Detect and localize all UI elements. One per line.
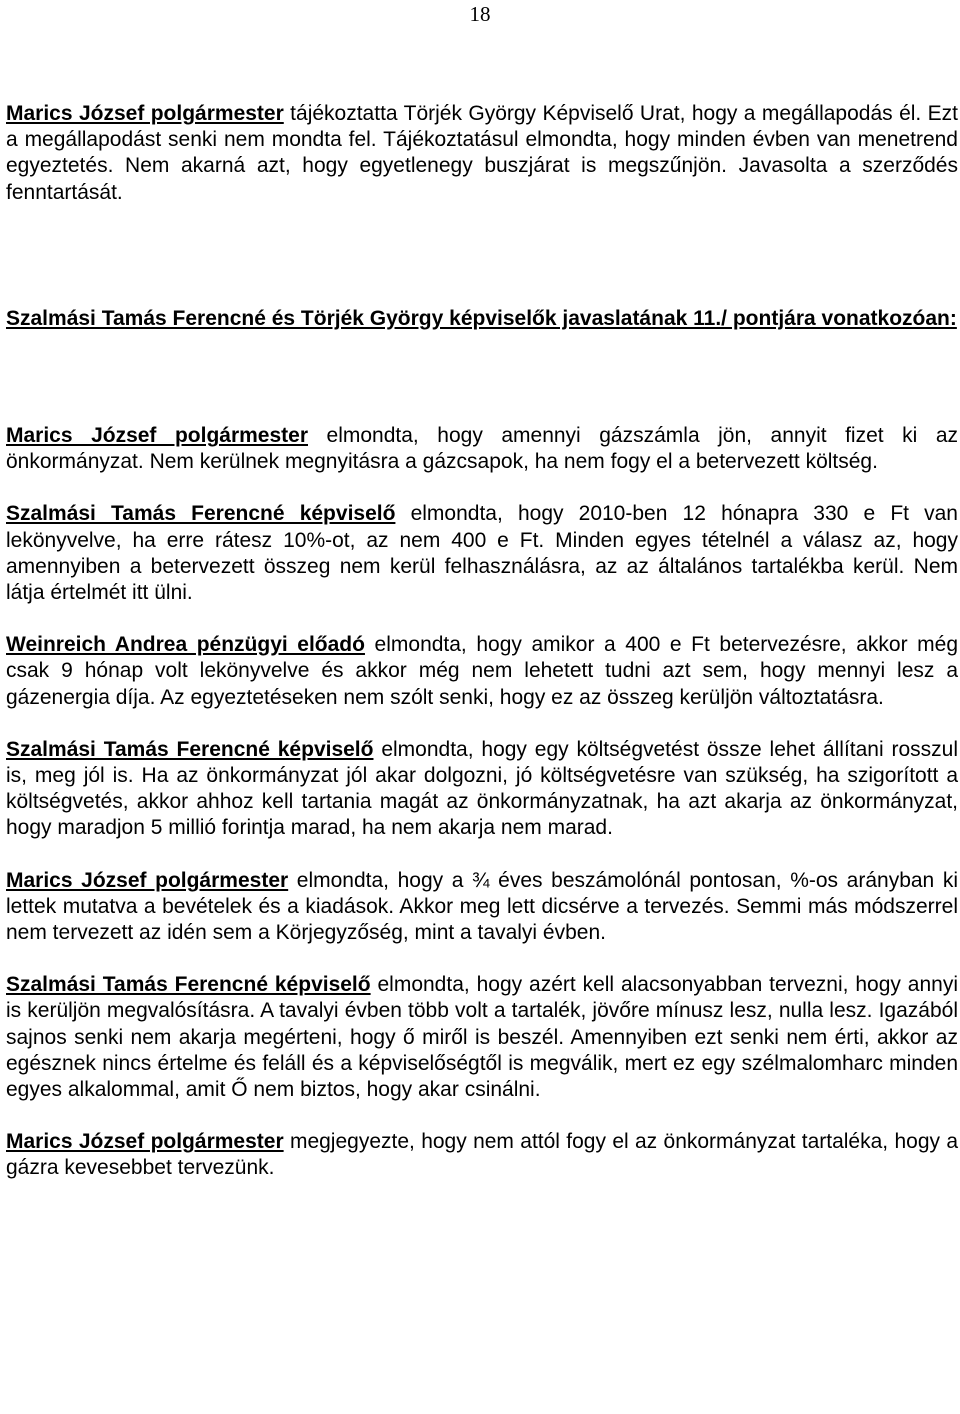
paragraph-text: elmondta, hogy egy költségvetést össze lehet állítani rosszul is, meg jól is. Ha az önkormányzat jól akar dolgozni, jó költségvetésre van szükség, ha szigorított a költségvetés, akkor ahhoz kell tartania magát az önkormányzatnak, ha azt akarja az önkormányzat, hogy maradjon 5 millió forintja marad, ha nem akarja nem marad. xyxy=(6,737,958,840)
agenda-heading: Szalmási Tamás Ferencné és Törjék György képviselők javaslatának 11./ pontjára vonatkozóan: xyxy=(6,307,957,330)
paragraph-text: elmondta, hogy amennyi gázszámla jön, annyit fizet ki az önkormányzat. Nem kerülnek megnyitásra a gázcsapok, ha nem fogy el a betervezett költség. xyxy=(6,424,959,474)
paragraph xyxy=(6,868,958,947)
paragraph-text: elmondta, hogy azért kell alacsonyabban tervezni, hogy annyi is kerüljön megvalósításra. A tavalyi évben több volt a tartalék, jövőre mínusz lesz, nulla lesz. Igazából sajnos senki nem akarja megérteni, hogy ő miről is beszél. Amennyiben ezt senki nem érti, akkor az egésznek nincs értelme és feláll és a képviselőségtől is megválik, mert ez egy szélmalomharc minden egyes alkalommal, amit Ő nem biztos, hogy akar csinálni. xyxy=(6,973,958,1102)
paragraph xyxy=(6,737,958,842)
paragraph-text: elmondta, hogy amikor a 400 e Ft betervezésre, akkor még csak 9 hónap volt lekönyvelve és akkor még nem lehetett tudni azt sem, hogy mennyi lesz a gázenergia díja. Az egyeztetéseken nem szólt senki, hogy ez az összeg kerüljön változtatásra. xyxy=(6,633,959,709)
intro-block xyxy=(6,101,958,206)
speaker-name: Marics József polgármester xyxy=(6,102,284,125)
paragraph-text: tájékoztatta Törjék György Képviselő Urat, hogy a megállapodás él. Ezt a megállapodást senki nem mondta fel. Tájékoztatásul elmondta, hogy minden évben van menetrend egyeztetés. Nem akarná azt, hogy egyetlenegy buszjárat is megszűnjön. Javasolta a szerződés fenntartását. xyxy=(6,102,958,204)
paragraph xyxy=(6,1129,958,1181)
speaker-name: Marics József polgármester xyxy=(6,1130,284,1154)
paragraph xyxy=(6,501,958,606)
speaker-name: Weinreich Andrea pénzügyi előadó xyxy=(6,633,365,657)
paragraph xyxy=(6,632,958,711)
paragraph xyxy=(6,972,958,1103)
paragraph-text: elmondta, hogy 2010-ben 12 hónapra 330 e Ft van lekönyvelve, ha erre rátesz 10%-ot, az nem 400 e Ft. Minden egyes tételnél a válasz az, hogy amennyiben a betervezett összeg nem kerül felhasználásra, az az általános tartalékba kerül. Nem látja értelmét itt ülni. xyxy=(6,502,958,605)
paragraph xyxy=(6,423,958,475)
page-number: 18 xyxy=(469,2,491,26)
paragraph-text: elmondta, hogy a ¾ éves beszámolónál pontosan, %-os arányban ki lettek mutatva a bevételek és a kiadások. Akkor meg lett dicsérve a tervezés. Semmi más módszerrel nem tervezett az idén sem a Körjegyzőség, mint a tavalyi évben. xyxy=(6,868,959,945)
speaker-name: Marics József polgármester xyxy=(6,424,308,447)
speaker-name: Szalmási Tamás Ferencné képviselő xyxy=(6,973,371,997)
speaker-name: Szalmási Tamás Ferencné képviselő xyxy=(6,502,396,526)
speaker-name: Szalmási Tamás Ferencné képviselő xyxy=(6,737,374,761)
discussion-block xyxy=(6,423,958,1182)
paragraph-intro xyxy=(6,101,958,206)
agenda-heading-block xyxy=(6,306,958,332)
paragraph-text: megjegyezte, hogy nem attól fogy el az önkormányzat tartaléka, hogy a gázra kevesebbet tervezünk. xyxy=(6,1130,959,1180)
speaker-name: Marics József polgármester xyxy=(6,868,289,892)
